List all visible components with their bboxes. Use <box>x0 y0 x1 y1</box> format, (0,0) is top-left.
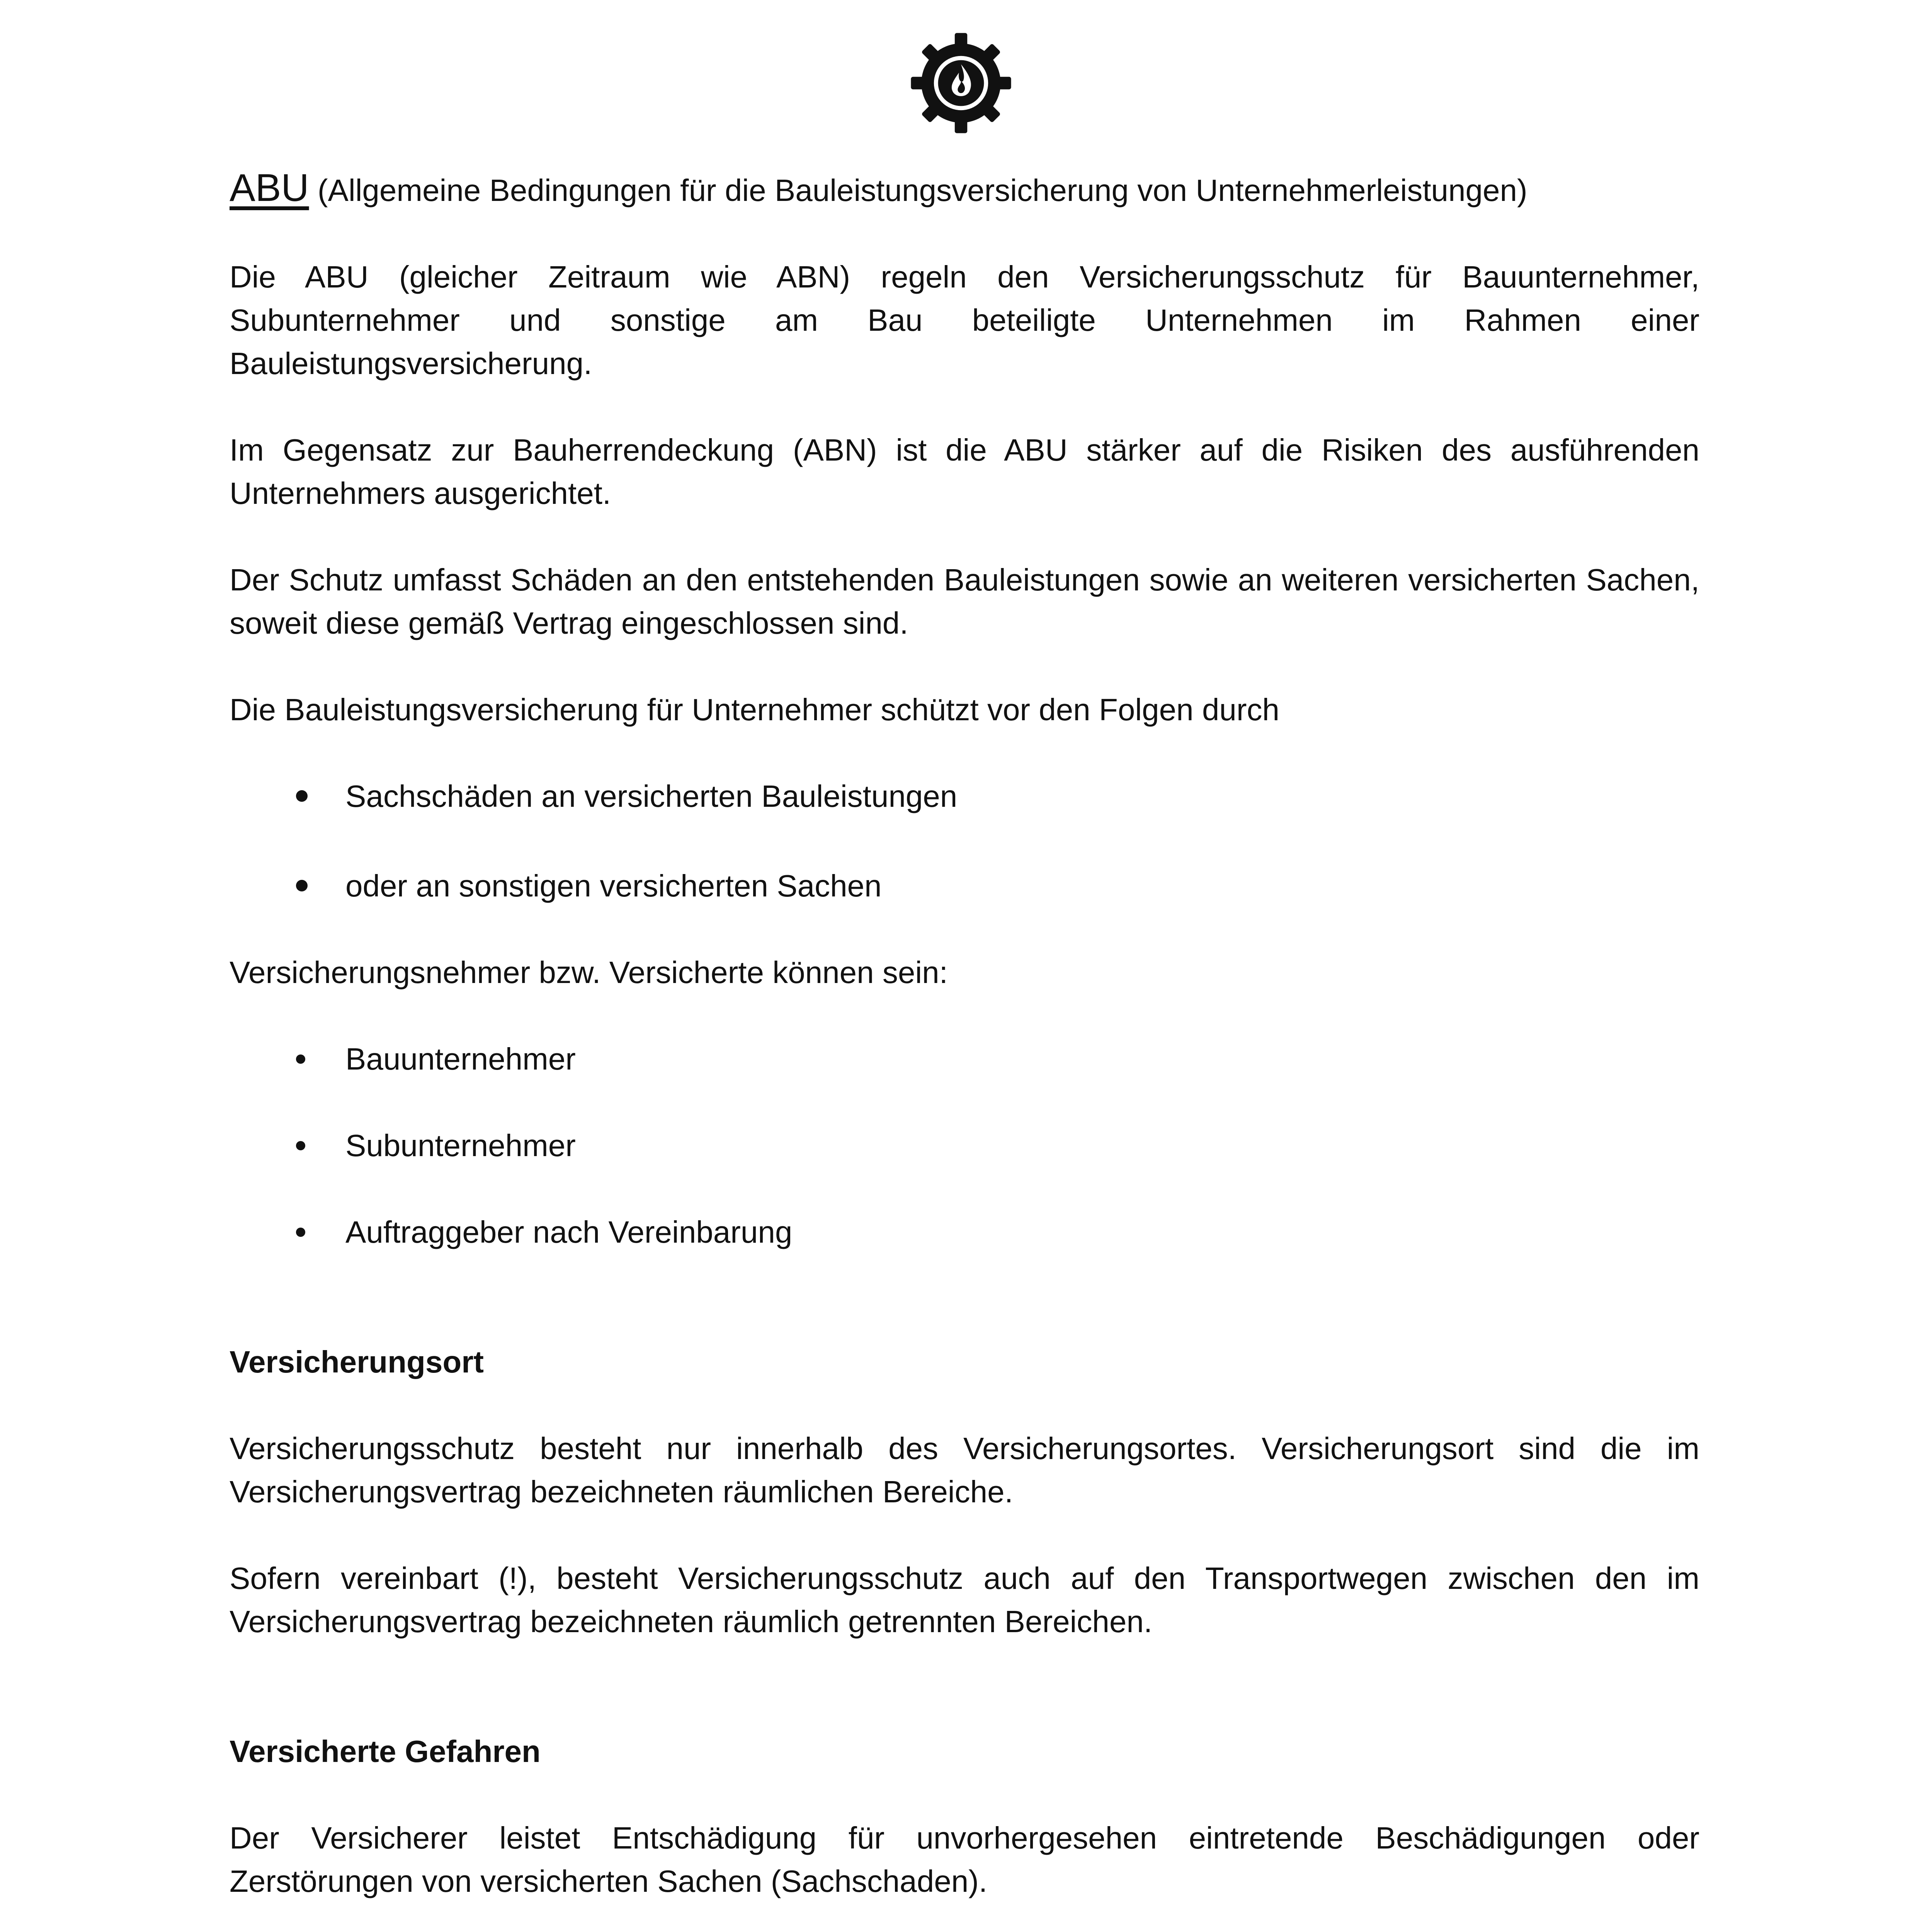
title-abbreviation: ABU <box>230 166 309 209</box>
list-item: Auftraggeber nach Vereinbarung <box>230 1211 1699 1254</box>
paragraph-versicherungsort-2: Sofern vereinbart (!), besteht Versicherungsschutz auch auf den Transportwegen zwischen den im Versicherungsvertrag bezeichneten räumlich getrennten Bereichen. <box>230 1561 1699 1639</box>
document-title <box>230 166 1699 212</box>
gear-flame-icon <box>909 31 1013 135</box>
section-heading-versicherungsort: Versicherungsort <box>230 1345 484 1379</box>
list-item: Bauunternehmer <box>230 1037 1699 1081</box>
section-heading-versicherte-gefahren: Versicherte Gefahren <box>230 1734 541 1769</box>
paragraph-abu-scope: Der Schutz umfasst Schäden an den entstehenden Bauleistungen sowie an weiteren versicherten Sachen, soweit diese gemäß Vertrag eingeschlossen sind. <box>230 563 1699 640</box>
bullet-icon <box>296 1228 305 1237</box>
insured-parties-list <box>230 1037 1699 1254</box>
title-full: (Allgemeine Bedingungen für die Bauleistungsversicherung von Unternehmerleistungen) <box>317 173 1527 207</box>
paragraph-abu-protection: Die Bauleistungsversicherung für Unternehmer schützt vor den Folgen durch <box>230 692 1279 727</box>
paragraph-versicherungsort-1: Versicherungsschutz besteht nur innerhalb des Versicherungsortes. Versicherungsort sind die im Versicherungsvertrag bezeichneten räumlichen Bereiche. <box>230 1431 1699 1509</box>
paragraph-insured-parties-intro: Versicherungsnehmer bzw. Versicherte können sein: <box>230 955 948 990</box>
document-body <box>230 166 1699 1932</box>
list-item: oder an sonstigen versicherten Sachen <box>230 864 1699 908</box>
list-item: Subunternehmer <box>230 1124 1699 1167</box>
paragraph-abu-contrast: Im Gegensatz zur Bauherrendeckung (ABN) ist die ABU stärker auf die Risiken des ausführenden Unternehmers ausgerichtet. <box>230 433 1699 510</box>
damage-list <box>230 775 1699 908</box>
bullet-icon <box>296 1054 305 1064</box>
paragraph-abu-definition: Die ABU (gleicher Zeitraum wie ABN) regeln den Versicherungsschutz für Bauunternehmer, Subunternehmer und sonstige am Bau beteiligte Unternehmen im Rahmen einer Bauleistungsversicherung. <box>230 260 1699 381</box>
bullet-icon <box>296 880 308 891</box>
list-item: Sachschäden an versicherten Bauleistungen <box>230 775 1699 818</box>
bullet-icon <box>296 1141 305 1150</box>
paragraph-gefahren-1: Der Versicherer leistet Entschädigung für unvorhergesehen eintretende Beschädigungen oder Zerstörungen von versicherten Sachen (Sachschaden). <box>230 1821 1699 1898</box>
bullet-icon <box>296 790 308 802</box>
